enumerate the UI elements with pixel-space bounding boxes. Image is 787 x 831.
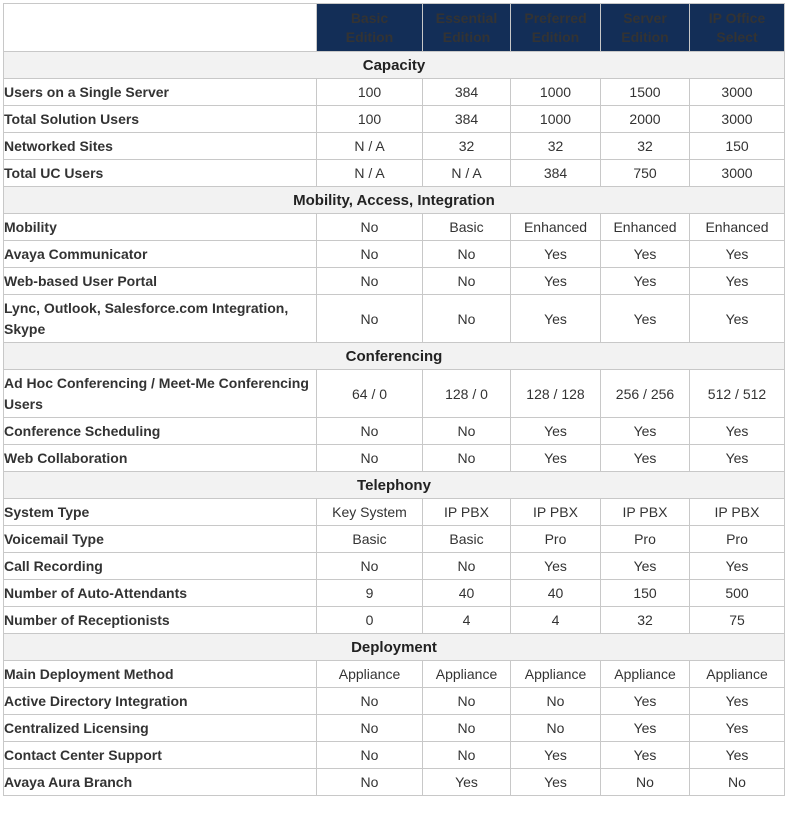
edition-name: Server bbox=[623, 9, 667, 26]
feature-value: 3000 bbox=[690, 79, 785, 106]
feature-label: Mobility bbox=[4, 214, 317, 241]
feature-value: 128 / 0 bbox=[423, 370, 511, 418]
feature-label: Ad Hoc Conferencing / Meet-Me Conferencing Users bbox=[4, 370, 317, 418]
table-row bbox=[4, 715, 785, 742]
table-row bbox=[4, 160, 785, 187]
table-row bbox=[4, 79, 785, 106]
feature-value: Yes bbox=[511, 445, 601, 472]
edition-header-essential bbox=[423, 4, 511, 52]
feature-value: Enhanced bbox=[601, 214, 690, 241]
feature-value: No bbox=[690, 769, 785, 796]
table-row bbox=[4, 769, 785, 796]
feature-value: Yes bbox=[690, 295, 785, 343]
feature-label: Avaya Aura Branch bbox=[4, 769, 317, 796]
feature-value: 3000 bbox=[690, 160, 785, 187]
section-header-row bbox=[4, 343, 785, 370]
feature-value: No bbox=[511, 688, 601, 715]
feature-value: No bbox=[423, 295, 511, 343]
feature-value: Basic bbox=[317, 526, 423, 553]
feature-value: Yes bbox=[601, 445, 690, 472]
table-row bbox=[4, 106, 785, 133]
feature-label: Number of Auto-Attendants bbox=[4, 580, 317, 607]
feature-value: Key System bbox=[317, 499, 423, 526]
feature-value: Basic bbox=[423, 214, 511, 241]
feature-value: Yes bbox=[690, 742, 785, 769]
feature-value: 32 bbox=[601, 133, 690, 160]
feature-value: 150 bbox=[601, 580, 690, 607]
feature-value: Yes bbox=[511, 241, 601, 268]
feature-value: Yes bbox=[511, 268, 601, 295]
feature-value: Yes bbox=[690, 418, 785, 445]
feature-value: Appliance bbox=[601, 661, 690, 688]
table-row bbox=[4, 580, 785, 607]
feature-label: Total UC Users bbox=[4, 160, 317, 187]
feature-value: No bbox=[317, 742, 423, 769]
edition-header-basic bbox=[317, 4, 423, 52]
feature-value: 1500 bbox=[601, 79, 690, 106]
feature-value: No bbox=[423, 241, 511, 268]
feature-value: 32 bbox=[601, 607, 690, 634]
feature-label: Networked Sites bbox=[4, 133, 317, 160]
feature-label: Voicemail Type bbox=[4, 526, 317, 553]
feature-value: Enhanced bbox=[690, 214, 785, 241]
section-header-row bbox=[4, 472, 785, 499]
section-header-row bbox=[4, 634, 785, 661]
edition-name: Essential bbox=[435, 9, 498, 26]
feature-label: Active Directory Integration bbox=[4, 688, 317, 715]
feature-value: No bbox=[317, 445, 423, 472]
feature-value: 128 / 128 bbox=[511, 370, 601, 418]
feature-value: No bbox=[511, 715, 601, 742]
section-title: Deployment bbox=[4, 634, 785, 661]
feature-value: No bbox=[423, 445, 511, 472]
feature-value: No bbox=[317, 688, 423, 715]
feature-value: 32 bbox=[511, 133, 601, 160]
feature-value: Yes bbox=[690, 715, 785, 742]
feature-value: Yes bbox=[601, 418, 690, 445]
feature-label: Web Collaboration bbox=[4, 445, 317, 472]
feature-value: IP PBX bbox=[511, 499, 601, 526]
feature-value: 40 bbox=[511, 580, 601, 607]
feature-value: 500 bbox=[690, 580, 785, 607]
feature-value: Yes bbox=[601, 241, 690, 268]
table-row bbox=[4, 607, 785, 634]
feature-value: Appliance bbox=[423, 661, 511, 688]
edition-header-server bbox=[601, 4, 690, 52]
feature-value: No bbox=[601, 769, 690, 796]
feature-value: No bbox=[423, 742, 511, 769]
edition-type: Edition bbox=[345, 28, 394, 45]
table-row bbox=[4, 553, 785, 580]
feature-value: 384 bbox=[423, 79, 511, 106]
feature-value: 9 bbox=[317, 580, 423, 607]
feature-value: Yes bbox=[601, 715, 690, 742]
feature-value: 384 bbox=[423, 106, 511, 133]
table-row bbox=[4, 370, 785, 418]
feature-value: Appliance bbox=[511, 661, 601, 688]
edition-name: Basic bbox=[350, 9, 389, 26]
feature-value: Yes bbox=[690, 688, 785, 715]
table-row bbox=[4, 526, 785, 553]
feature-value: N / A bbox=[317, 133, 423, 160]
header-corner-cell bbox=[4, 4, 317, 52]
feature-label: Conference Scheduling bbox=[4, 418, 317, 445]
feature-value: Yes bbox=[601, 553, 690, 580]
table-row bbox=[4, 268, 785, 295]
feature-value: No bbox=[317, 553, 423, 580]
feature-value: Pro bbox=[511, 526, 601, 553]
feature-value: No bbox=[317, 418, 423, 445]
edition-type: Select bbox=[716, 28, 758, 45]
feature-label: Avaya Communicator bbox=[4, 241, 317, 268]
feature-value: 4 bbox=[511, 607, 601, 634]
edition-type: Edition bbox=[621, 28, 669, 45]
feature-value: 256 / 256 bbox=[601, 370, 690, 418]
feature-value: 3000 bbox=[690, 106, 785, 133]
table-row bbox=[4, 661, 785, 688]
feature-value: 512 / 512 bbox=[690, 370, 785, 418]
feature-value: Yes bbox=[423, 769, 511, 796]
feature-value: Yes bbox=[690, 241, 785, 268]
feature-value: IP PBX bbox=[690, 499, 785, 526]
feature-value: Yes bbox=[511, 769, 601, 796]
feature-value: Yes bbox=[601, 295, 690, 343]
feature-value: 40 bbox=[423, 580, 511, 607]
feature-value: Pro bbox=[690, 526, 785, 553]
edition-header-ip-office-select bbox=[690, 4, 785, 52]
edition-name: Preferred bbox=[524, 9, 587, 26]
feature-value: IP PBX bbox=[601, 499, 690, 526]
feature-value: 100 bbox=[317, 79, 423, 106]
feature-value: No bbox=[317, 268, 423, 295]
feature-value: No bbox=[423, 688, 511, 715]
feature-label: Number of Receptionists bbox=[4, 607, 317, 634]
table-row bbox=[4, 214, 785, 241]
feature-value: Yes bbox=[601, 688, 690, 715]
table-row bbox=[4, 241, 785, 268]
section-title: Capacity bbox=[4, 52, 785, 79]
table-header-row bbox=[4, 4, 785, 52]
feature-value: Yes bbox=[511, 742, 601, 769]
edition-comparison-table bbox=[3, 3, 785, 796]
feature-value: Yes bbox=[601, 742, 690, 769]
table-row bbox=[4, 418, 785, 445]
table-row bbox=[4, 499, 785, 526]
feature-value: N / A bbox=[317, 160, 423, 187]
edition-type: Edition bbox=[531, 28, 580, 45]
feature-label: Main Deployment Method bbox=[4, 661, 317, 688]
feature-label: Users on a Single Server bbox=[4, 79, 317, 106]
feature-value: No bbox=[423, 418, 511, 445]
feature-value: Yes bbox=[511, 553, 601, 580]
feature-value: Basic bbox=[423, 526, 511, 553]
feature-value: 4 bbox=[423, 607, 511, 634]
feature-value: No bbox=[317, 769, 423, 796]
section-header-row bbox=[4, 187, 785, 214]
table-row bbox=[4, 295, 785, 343]
feature-value: IP PBX bbox=[423, 499, 511, 526]
feature-value: 64 / 0 bbox=[317, 370, 423, 418]
edition-type: Edition bbox=[442, 28, 491, 45]
feature-value: 1000 bbox=[511, 79, 601, 106]
feature-label: Contact Center Support bbox=[4, 742, 317, 769]
feature-label: Web-based User Portal bbox=[4, 268, 317, 295]
table-row bbox=[4, 688, 785, 715]
feature-value: No bbox=[423, 553, 511, 580]
table-row bbox=[4, 445, 785, 472]
feature-value: Yes bbox=[690, 553, 785, 580]
feature-label: System Type bbox=[4, 499, 317, 526]
feature-value: 2000 bbox=[601, 106, 690, 133]
feature-value: Yes bbox=[511, 418, 601, 445]
table-row bbox=[4, 133, 785, 160]
edition-name: IP Office bbox=[708, 9, 766, 26]
feature-value: Yes bbox=[690, 268, 785, 295]
section-title: Mobility, Access, Integration bbox=[4, 187, 785, 214]
feature-label: Call Recording bbox=[4, 553, 317, 580]
feature-label: Lync, Outlook, Salesforce.com Integration, Skype bbox=[4, 295, 317, 343]
feature-value: Pro bbox=[601, 526, 690, 553]
feature-value: No bbox=[423, 715, 511, 742]
section-title: Conferencing bbox=[4, 343, 785, 370]
feature-label: Total Solution Users bbox=[4, 106, 317, 133]
edition-header-preferred bbox=[511, 4, 601, 52]
feature-value: Yes bbox=[511, 295, 601, 343]
feature-value: Appliance bbox=[317, 661, 423, 688]
feature-value: No bbox=[423, 268, 511, 295]
feature-value: No bbox=[317, 214, 423, 241]
feature-value: Appliance bbox=[690, 661, 785, 688]
table-body bbox=[4, 52, 785, 796]
feature-value: No bbox=[317, 715, 423, 742]
feature-value: 32 bbox=[423, 133, 511, 160]
feature-value: No bbox=[317, 295, 423, 343]
feature-value: 0 bbox=[317, 607, 423, 634]
section-title: Telephony bbox=[4, 472, 785, 499]
feature-value: 75 bbox=[690, 607, 785, 634]
feature-value: N / A bbox=[423, 160, 511, 187]
feature-label: Centralized Licensing bbox=[4, 715, 317, 742]
table-row bbox=[4, 742, 785, 769]
feature-value: 1000 bbox=[511, 106, 601, 133]
feature-value: 750 bbox=[601, 160, 690, 187]
feature-value: 150 bbox=[690, 133, 785, 160]
feature-value: Yes bbox=[690, 445, 785, 472]
section-header-row bbox=[4, 52, 785, 79]
feature-value: Yes bbox=[601, 268, 690, 295]
feature-value: 384 bbox=[511, 160, 601, 187]
feature-value: Enhanced bbox=[511, 214, 601, 241]
feature-value: 100 bbox=[317, 106, 423, 133]
feature-value: No bbox=[317, 241, 423, 268]
